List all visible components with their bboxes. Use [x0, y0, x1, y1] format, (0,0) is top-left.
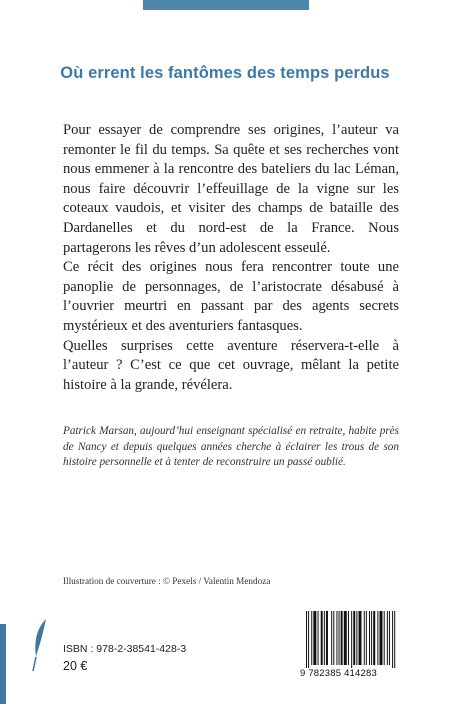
- barcode-bar: [351, 611, 352, 668]
- barcode-bar: [377, 611, 378, 665]
- barcode: [296, 609, 408, 683]
- barcode-bar: [339, 611, 340, 665]
- barcode-bar: [324, 611, 325, 665]
- left-color-stripe: [0, 624, 6, 704]
- barcode-bar: [371, 611, 372, 665]
- top-color-bar: [143, 0, 309, 10]
- barcode-bar: [380, 611, 383, 665]
- barcode-bar: [369, 611, 370, 665]
- synopsis-paragraph-2: Ce récit des origines nous fera rencontrer toute une panoplie de personnages, de l’aristocrate désabusé à l’ouvrier meurtri en passant par des agents secrets mystérieux et des aventuriers fantasques.: [63, 259, 399, 334]
- barcode-bar: [321, 611, 323, 665]
- barcode-bars: [296, 609, 408, 669]
- barcode-bar: [392, 611, 393, 668]
- barcode-bar: [364, 611, 365, 665]
- illustration-credit: Illustration de couverture : © Pexels / Valentin Mendoza: [63, 576, 271, 586]
- barcode-bar: [353, 611, 355, 665]
- barcode-bar: [333, 611, 334, 665]
- barcode-bar: [306, 611, 307, 668]
- synopsis-paragraph-3: Quelles surprises cette aventure réservera-t-elle à l’auteur ? C’est ce que cet ouvrage, mêlant la petite histoire à la grande, révélera.: [63, 337, 399, 393]
- barcode-bar: [387, 611, 388, 665]
- barcode-bar: [344, 611, 347, 665]
- barcode-bar: [373, 611, 375, 665]
- barcode-bar: [366, 611, 367, 665]
- barcode-bar: [384, 611, 385, 665]
- synopsis-paragraph-1: Pour essayer de comprendre ses origines, l’auteur va remonter le fil du temps. Sa quête et ses recherches vont nous emmener à la rencontre des bateliers du lac Léman, nous faire découvrir l’effeuillage de la vigne sur les coteaux vaudois, et visiter des champs de bataille des Dardanelles et du nord-est de la France. Nous partagerons les rêves d’un adolescent esseulé.: [63, 122, 399, 256]
- barcode-bar: [318, 611, 319, 665]
- barcode-bar: [389, 611, 390, 665]
- barcode-bar: [331, 611, 332, 665]
- barcode-bar: [311, 611, 312, 665]
- barcode-bar: [394, 611, 395, 668]
- barcode-bar: [348, 611, 349, 665]
- barcode-digits: 9 782385 414283: [300, 668, 377, 679]
- author-bio: Patrick Marsan, aujourd’hui enseignant spécialisé en retraite, habite près de Nancy et depuis quelques années cherche à éclairer les trous de son histoire personnelle et à tenter de reconstruire un passé oublié.: [63, 425, 399, 469]
- barcode-bar: [326, 611, 328, 665]
- barcode-bar: [341, 611, 343, 665]
- barcode-bar: [313, 611, 316, 665]
- isbn-number: ISBN : 978-2-38541-428-3: [63, 643, 187, 655]
- barcode-bar: [308, 611, 309, 668]
- barcode-bar: [336, 611, 337, 665]
- book-title: Où errent les fantômes des temps perdus: [60, 64, 390, 82]
- price-label: 20 €: [63, 659, 88, 673]
- barcode-bar: [356, 611, 357, 665]
- barcode-bar: [359, 611, 362, 665]
- synopsis: [63, 121, 399, 395]
- feather-icon: [30, 617, 50, 673]
